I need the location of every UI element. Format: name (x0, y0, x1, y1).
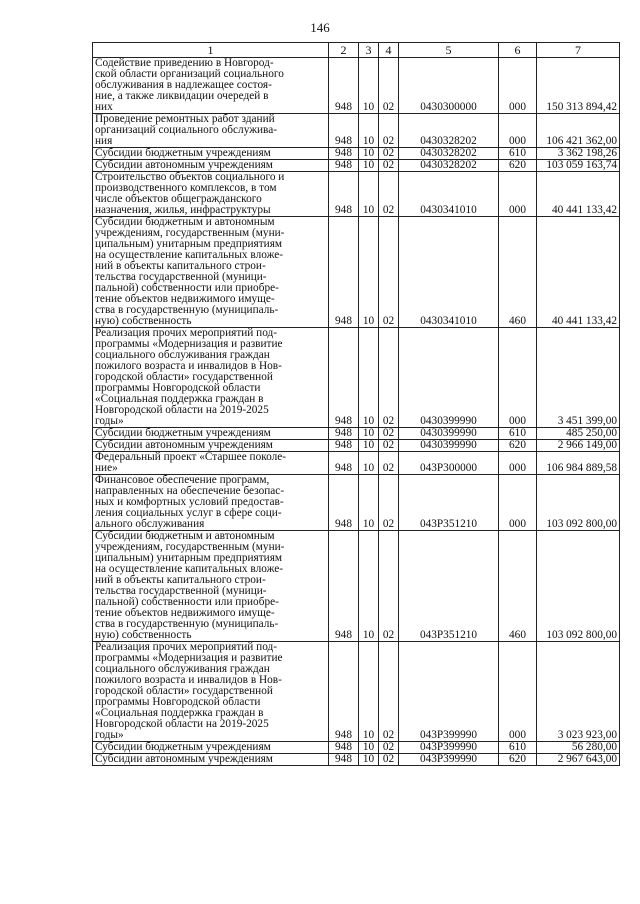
target-code-cell: 0430341010 (399, 217, 499, 328)
subsection-cell: 02 (379, 440, 399, 452)
subsection-cell: 02 (379, 114, 399, 148)
item-name-line: учреждениям, государственным (муни- (95, 541, 285, 553)
item-name-line: Субсидии бюджетным и автономным (95, 216, 275, 228)
item-name-line: Финансовое обеспечение программ, (95, 474, 270, 486)
table-row (93, 754, 620, 766)
item-name-line: Субсидии автономным учреждениям (95, 159, 273, 171)
item-name-line: ального обслуживания (95, 518, 205, 530)
item-name-line: тельства государственной (муници- (95, 271, 267, 283)
section-cell: 10 (359, 452, 379, 475)
target-code-cell: 0430341010 (399, 172, 499, 217)
item-name-cell (93, 440, 329, 452)
expense-type-cell: 000 (499, 114, 537, 148)
table-row (93, 160, 620, 172)
page-number: 146 (310, 20, 330, 35)
item-name-line: Субсидии автономным учреждениям (95, 753, 273, 765)
item-name-line: ства в государственную (муниципаль- (95, 618, 279, 630)
item-name-line: производственного комплексов, в том (95, 182, 277, 194)
item-name-line: числе объектов общегражданского (95, 193, 262, 205)
item-name-cell (93, 148, 329, 160)
section-cell: 10 (359, 642, 379, 742)
item-name-cell (93, 754, 329, 766)
admin-code-cell: 948 (329, 148, 359, 160)
header-cell-3: 3 (359, 43, 379, 58)
amount-cell: 103 092 800,00 (537, 475, 620, 531)
item-name-cell (93, 217, 329, 328)
item-name-cell (93, 328, 329, 428)
item-name-cell (93, 428, 329, 440)
table-row (93, 452, 620, 475)
subsection-cell: 02 (379, 172, 399, 217)
item-name-cell (93, 58, 329, 114)
target-code-cell: 0430328202 (399, 114, 499, 148)
section-cell: 10 (359, 440, 379, 452)
item-name-line: обслуживания в надлежащее состоя- (95, 79, 272, 91)
amount-cell: 150 313 894,42 (537, 58, 620, 114)
item-name-line: на осуществление капитальных вложе- (95, 249, 284, 261)
subsection-cell: 02 (379, 428, 399, 440)
item-name-line: Новгородской области на 2019-2025 (95, 718, 269, 730)
item-name-line: организаций социального обслужива- (95, 124, 278, 136)
target-code-cell: 0430300000 (399, 58, 499, 114)
subsection-cell: 02 (379, 217, 399, 328)
expense-type-cell: 460 (499, 217, 537, 328)
table-row (93, 428, 620, 440)
expense-type-cell: 000 (499, 475, 537, 531)
item-name-line: социального обслуживания граждан (95, 663, 270, 675)
admin-code-cell: 948 (329, 114, 359, 148)
item-name-line: программы Новгородской области (95, 382, 261, 394)
item-name-line: Реализация прочих мероприятий под- (95, 327, 278, 339)
item-name-line: тение объектов недвижимого имуще- (95, 293, 275, 305)
subsection-cell: 02 (379, 58, 399, 114)
target-code-cell: 043P300000 (399, 452, 499, 475)
amount-cell: 103 059 163,74 (537, 160, 620, 172)
item-name-line: ства в государственную (муниципаль- (95, 304, 279, 316)
subsection-cell: 02 (379, 642, 399, 742)
section-cell: 10 (359, 531, 379, 642)
item-name-line: пожилого возраста и инвалидов в Нов- (95, 360, 282, 372)
item-name-line: годы» (95, 729, 124, 741)
subsection-cell: 02 (379, 328, 399, 428)
subsection-cell: 02 (379, 754, 399, 766)
section-cell: 10 (359, 160, 379, 172)
item-name-line: «Социальная поддержка граждан в (95, 393, 264, 405)
amount-cell: 103 092 800,00 (537, 531, 620, 642)
target-code-cell: 043P351210 (399, 475, 499, 531)
expense-type-cell: 620 (499, 160, 537, 172)
section-cell: 10 (359, 428, 379, 440)
table-body (93, 58, 620, 766)
item-name-line: ний в объекты капитального строи- (95, 260, 266, 272)
section-cell: 10 (359, 114, 379, 148)
item-name-line: «Социальная поддержка граждан в (95, 707, 264, 719)
subsection-cell: 02 (379, 475, 399, 531)
table-row (93, 172, 620, 217)
item-name-line: программы «Модернизация и развитие (95, 338, 283, 350)
item-name-line: городской области» государственной (95, 685, 273, 697)
item-name-line: Субсидии бюджетным учреждениям (95, 147, 271, 159)
expense-type-cell: 000 (499, 328, 537, 428)
item-name-line: Новгородской области на 2019-2025 (95, 404, 269, 416)
table-row (93, 531, 620, 642)
expense-type-cell: 620 (499, 754, 537, 766)
target-code-cell: 043P399990 (399, 742, 499, 754)
admin-code-cell: 948 (329, 440, 359, 452)
target-code-cell: 0430328202 (399, 160, 499, 172)
item-name-line: Субсидии бюджетным и автономным (95, 530, 275, 542)
table-row (93, 440, 620, 452)
item-name-line: годы» (95, 415, 124, 427)
item-name-line: тение объектов недвижимого имуще- (95, 607, 275, 619)
section-cell: 10 (359, 742, 379, 754)
expense-type-cell: 000 (499, 642, 537, 742)
amount-cell: 56 280,00 (537, 742, 620, 754)
amount-cell: 40 441 133,42 (537, 217, 620, 328)
item-name-line: ления социальных услуг в сфере соци- (95, 507, 282, 519)
admin-code-cell: 948 (329, 531, 359, 642)
item-name-line: Проведение ремонтных работ зданий (95, 113, 275, 125)
expense-type-cell: 610 (499, 428, 537, 440)
item-name-line: программы Новгородской области (95, 696, 261, 708)
amount-cell: 40 441 133,42 (537, 172, 620, 217)
header-cell-1: 1 (93, 43, 329, 58)
section-cell: 10 (359, 172, 379, 217)
header-cell-4: 4 (379, 43, 399, 58)
item-name-line: ние, а также ликвидации очередей в (95, 90, 269, 102)
budget-table (92, 42, 620, 766)
target-code-cell: 0430328202 (399, 148, 499, 160)
item-name-line: социального обслуживания граждан (95, 349, 270, 361)
table-row (93, 148, 620, 160)
section-cell: 10 (359, 58, 379, 114)
target-code-cell: 043P399990 (399, 642, 499, 742)
item-name-line: пожилого возраста и инвалидов в Нов- (95, 674, 282, 686)
amount-cell: 485 250,00 (537, 428, 620, 440)
amount-cell: 3 362 198,26 (537, 148, 620, 160)
subsection-cell: 02 (379, 160, 399, 172)
subsection-cell: 02 (379, 531, 399, 642)
expense-type-cell: 620 (499, 440, 537, 452)
item-name-cell (93, 531, 329, 642)
item-name-line: ципальным) унитарным предприятиям (95, 552, 283, 564)
expense-type-cell: 000 (499, 58, 537, 114)
section-cell: 10 (359, 754, 379, 766)
target-code-cell: 043P351210 (399, 531, 499, 642)
item-name-line: учреждениям, государственным (муни- (95, 227, 285, 239)
item-name-line: ных и комфортных условий предостав- (95, 496, 284, 508)
section-cell: 10 (359, 148, 379, 160)
item-name-line: них (95, 101, 113, 113)
amount-cell: 2 967 643,00 (537, 754, 620, 766)
item-name-cell (93, 452, 329, 475)
table-row (93, 328, 620, 428)
admin-code-cell: 948 (329, 642, 359, 742)
item-name-line: ской области организаций социального (95, 68, 284, 80)
item-name-line: ципальным) унитарным предприятиям (95, 238, 283, 250)
section-cell: 10 (359, 328, 379, 428)
amount-cell: 106 421 362,00 (537, 114, 620, 148)
item-name-line: Федеральный проект «Старшее поколе- (95, 451, 287, 463)
admin-code-cell: 948 (329, 754, 359, 766)
table-row (93, 742, 620, 754)
header-row (93, 43, 620, 58)
admin-code-cell: 948 (329, 742, 359, 754)
subsection-cell: 02 (379, 452, 399, 475)
expense-type-cell: 460 (499, 531, 537, 642)
table-row (93, 114, 620, 148)
item-name-line: программы «Модернизация и развитие (95, 652, 283, 664)
amount-cell: 106 984 889,58 (537, 452, 620, 475)
amount-cell: 3 451 399,00 (537, 328, 620, 428)
item-name-cell (93, 642, 329, 742)
header-cell-2: 2 (329, 43, 359, 58)
item-name-line: пальной) собственности или приобре- (95, 596, 279, 608)
admin-code-cell: 948 (329, 160, 359, 172)
item-name-line: Субсидии бюджетным учреждениям (95, 741, 271, 753)
admin-code-cell: 948 (329, 172, 359, 217)
expense-type-cell: 610 (499, 742, 537, 754)
item-name-cell (93, 160, 329, 172)
amount-cell: 3 023 923,00 (537, 642, 620, 742)
item-name-line: Строительство объектов социального и (95, 171, 285, 183)
expense-type-cell: 000 (499, 172, 537, 217)
item-name-line: ние» (95, 462, 118, 474)
item-name-line: ния (95, 135, 113, 147)
item-name-line: ний в объекты капитального строи- (95, 574, 266, 586)
item-name-cell (93, 172, 329, 217)
item-name-line: на осуществление капитальных вложе- (95, 563, 284, 575)
admin-code-cell: 948 (329, 328, 359, 428)
item-name-line: ную) собственность (95, 315, 192, 327)
item-name-line: Реализация прочих мероприятий под- (95, 641, 278, 653)
item-name-line: пальной) собственности или приобре- (95, 282, 279, 294)
table-row (93, 475, 620, 531)
item-name-line: городской области» государственной (95, 371, 273, 383)
section-cell: 10 (359, 217, 379, 328)
admin-code-cell: 948 (329, 58, 359, 114)
amount-cell: 2 966 149,00 (537, 440, 620, 452)
header-cell-6: 6 (499, 43, 537, 58)
admin-code-cell: 948 (329, 428, 359, 440)
target-code-cell: 0430399990 (399, 328, 499, 428)
item-name-line: направленных на обеспечение безопас- (95, 485, 285, 497)
table-row (93, 58, 620, 114)
admin-code-cell: 948 (329, 475, 359, 531)
item-name-cell (93, 475, 329, 531)
table-row (93, 642, 620, 742)
admin-code-cell: 948 (329, 217, 359, 328)
section-cell: 10 (359, 475, 379, 531)
table-row (93, 217, 620, 328)
target-code-cell: 043P399990 (399, 754, 499, 766)
item-name-line: Субсидии бюджетным учреждениям (95, 427, 271, 439)
header-cell-7: 7 (537, 43, 620, 58)
item-name-line: Субсидии автономным учреждениям (95, 439, 273, 451)
header-cell-5: 5 (399, 43, 499, 58)
expense-type-cell: 610 (499, 148, 537, 160)
item-name-line: тельства государственной (муници- (95, 585, 267, 597)
expense-type-cell: 000 (499, 452, 537, 475)
item-name-cell (93, 114, 329, 148)
target-code-cell: 0430399990 (399, 428, 499, 440)
item-name-line: ную) собственность (95, 629, 192, 641)
target-code-cell: 0430399990 (399, 440, 499, 452)
item-name-cell (93, 742, 329, 754)
subsection-cell: 02 (379, 742, 399, 754)
admin-code-cell: 948 (329, 452, 359, 475)
item-name-line: назначения, жилья, инфраструктуры (95, 204, 271, 216)
item-name-line: Содействие приведению в Новгород- (95, 57, 274, 69)
subsection-cell: 02 (379, 148, 399, 160)
